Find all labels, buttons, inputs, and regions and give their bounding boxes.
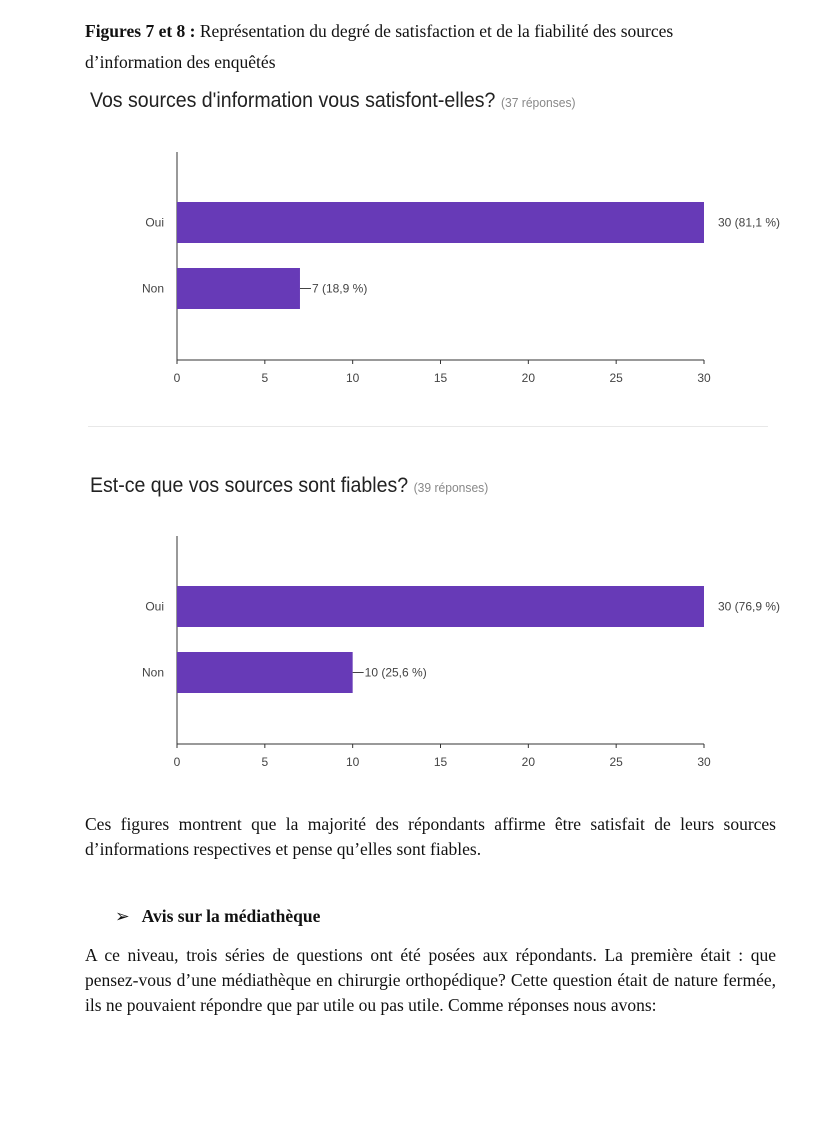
chart1-title bbox=[90, 89, 576, 113]
chart-separator bbox=[88, 426, 768, 427]
category-label: Non bbox=[141, 281, 164, 296]
x-tick-label: 25 bbox=[609, 755, 623, 769]
section-title: Avis sur la médiathèque bbox=[141, 906, 321, 926]
x-tick-label: 30 bbox=[697, 371, 711, 385]
chart1-responses: (37 réponses) bbox=[500, 95, 576, 110]
paragraph-conclusion: Ces figures montrent que la majorité des répondants affirme être satisfait de leurs sources d’informations respectives et pense qu’elles sont fiables. bbox=[85, 814, 776, 859]
data-label: 10 (25,6 %) bbox=[364, 665, 427, 680]
x-tick-label: 25 bbox=[609, 371, 623, 385]
data-label: 30 (76,9 %) bbox=[718, 599, 781, 614]
data-label: 7 (18,9 %) bbox=[311, 281, 368, 296]
caption-text: Représentation du degré de satisfaction et de la fiabilité des sources d’information des enquêtés bbox=[85, 21, 674, 72]
x-tick-label: 15 bbox=[433, 371, 448, 385]
bar-oui bbox=[177, 586, 704, 627]
category-label: Oui bbox=[145, 599, 164, 614]
chart1-satisfaction bbox=[0, 140, 840, 390]
bar-non bbox=[177, 268, 300, 309]
category-label: Non bbox=[141, 665, 164, 680]
x-tick-label: 10 bbox=[345, 371, 360, 385]
x-tick-label: 5 bbox=[261, 755, 269, 769]
x-tick-label: 0 bbox=[173, 371, 181, 385]
category-label: Oui bbox=[145, 215, 164, 230]
arrow-bullet-icon: ➢ bbox=[115, 906, 130, 926]
x-tick-label: 5 bbox=[261, 371, 269, 385]
figure-caption bbox=[85, 16, 745, 78]
section-heading bbox=[115, 906, 320, 927]
x-tick-label: 20 bbox=[521, 755, 536, 769]
x-tick-label: 30 bbox=[697, 755, 711, 769]
x-tick-label: 10 bbox=[345, 755, 360, 769]
chart2-title bbox=[90, 474, 488, 498]
chart2-reliability bbox=[0, 524, 840, 774]
bar-non bbox=[177, 652, 353, 693]
x-tick-label: 15 bbox=[433, 755, 448, 769]
chart2-responses: (39 réponses) bbox=[413, 480, 489, 495]
data-label: 30 (81,1 %) bbox=[718, 215, 781, 230]
chart1-question: Vos sources d'information vous satisfont-elles? bbox=[90, 89, 496, 112]
paragraph-mediatheque: A ce niveau, trois séries de questions ont été posées aux répondants. La première était : que pensez-vous d’une médiathèque en chirurgie orthopédique? Cette question était de nature fermée, ils ne pouvaient répondre que par utile ou pas utile. Comme réponses nous avons: bbox=[85, 945, 776, 1015]
caption-label: Figures 7 et 8 : bbox=[85, 21, 196, 41]
x-tick-label: 20 bbox=[521, 371, 536, 385]
bar-oui bbox=[177, 202, 704, 243]
x-tick-label: 0 bbox=[173, 755, 181, 769]
chart2-question: Est-ce que vos sources sont fiables? bbox=[90, 474, 409, 497]
